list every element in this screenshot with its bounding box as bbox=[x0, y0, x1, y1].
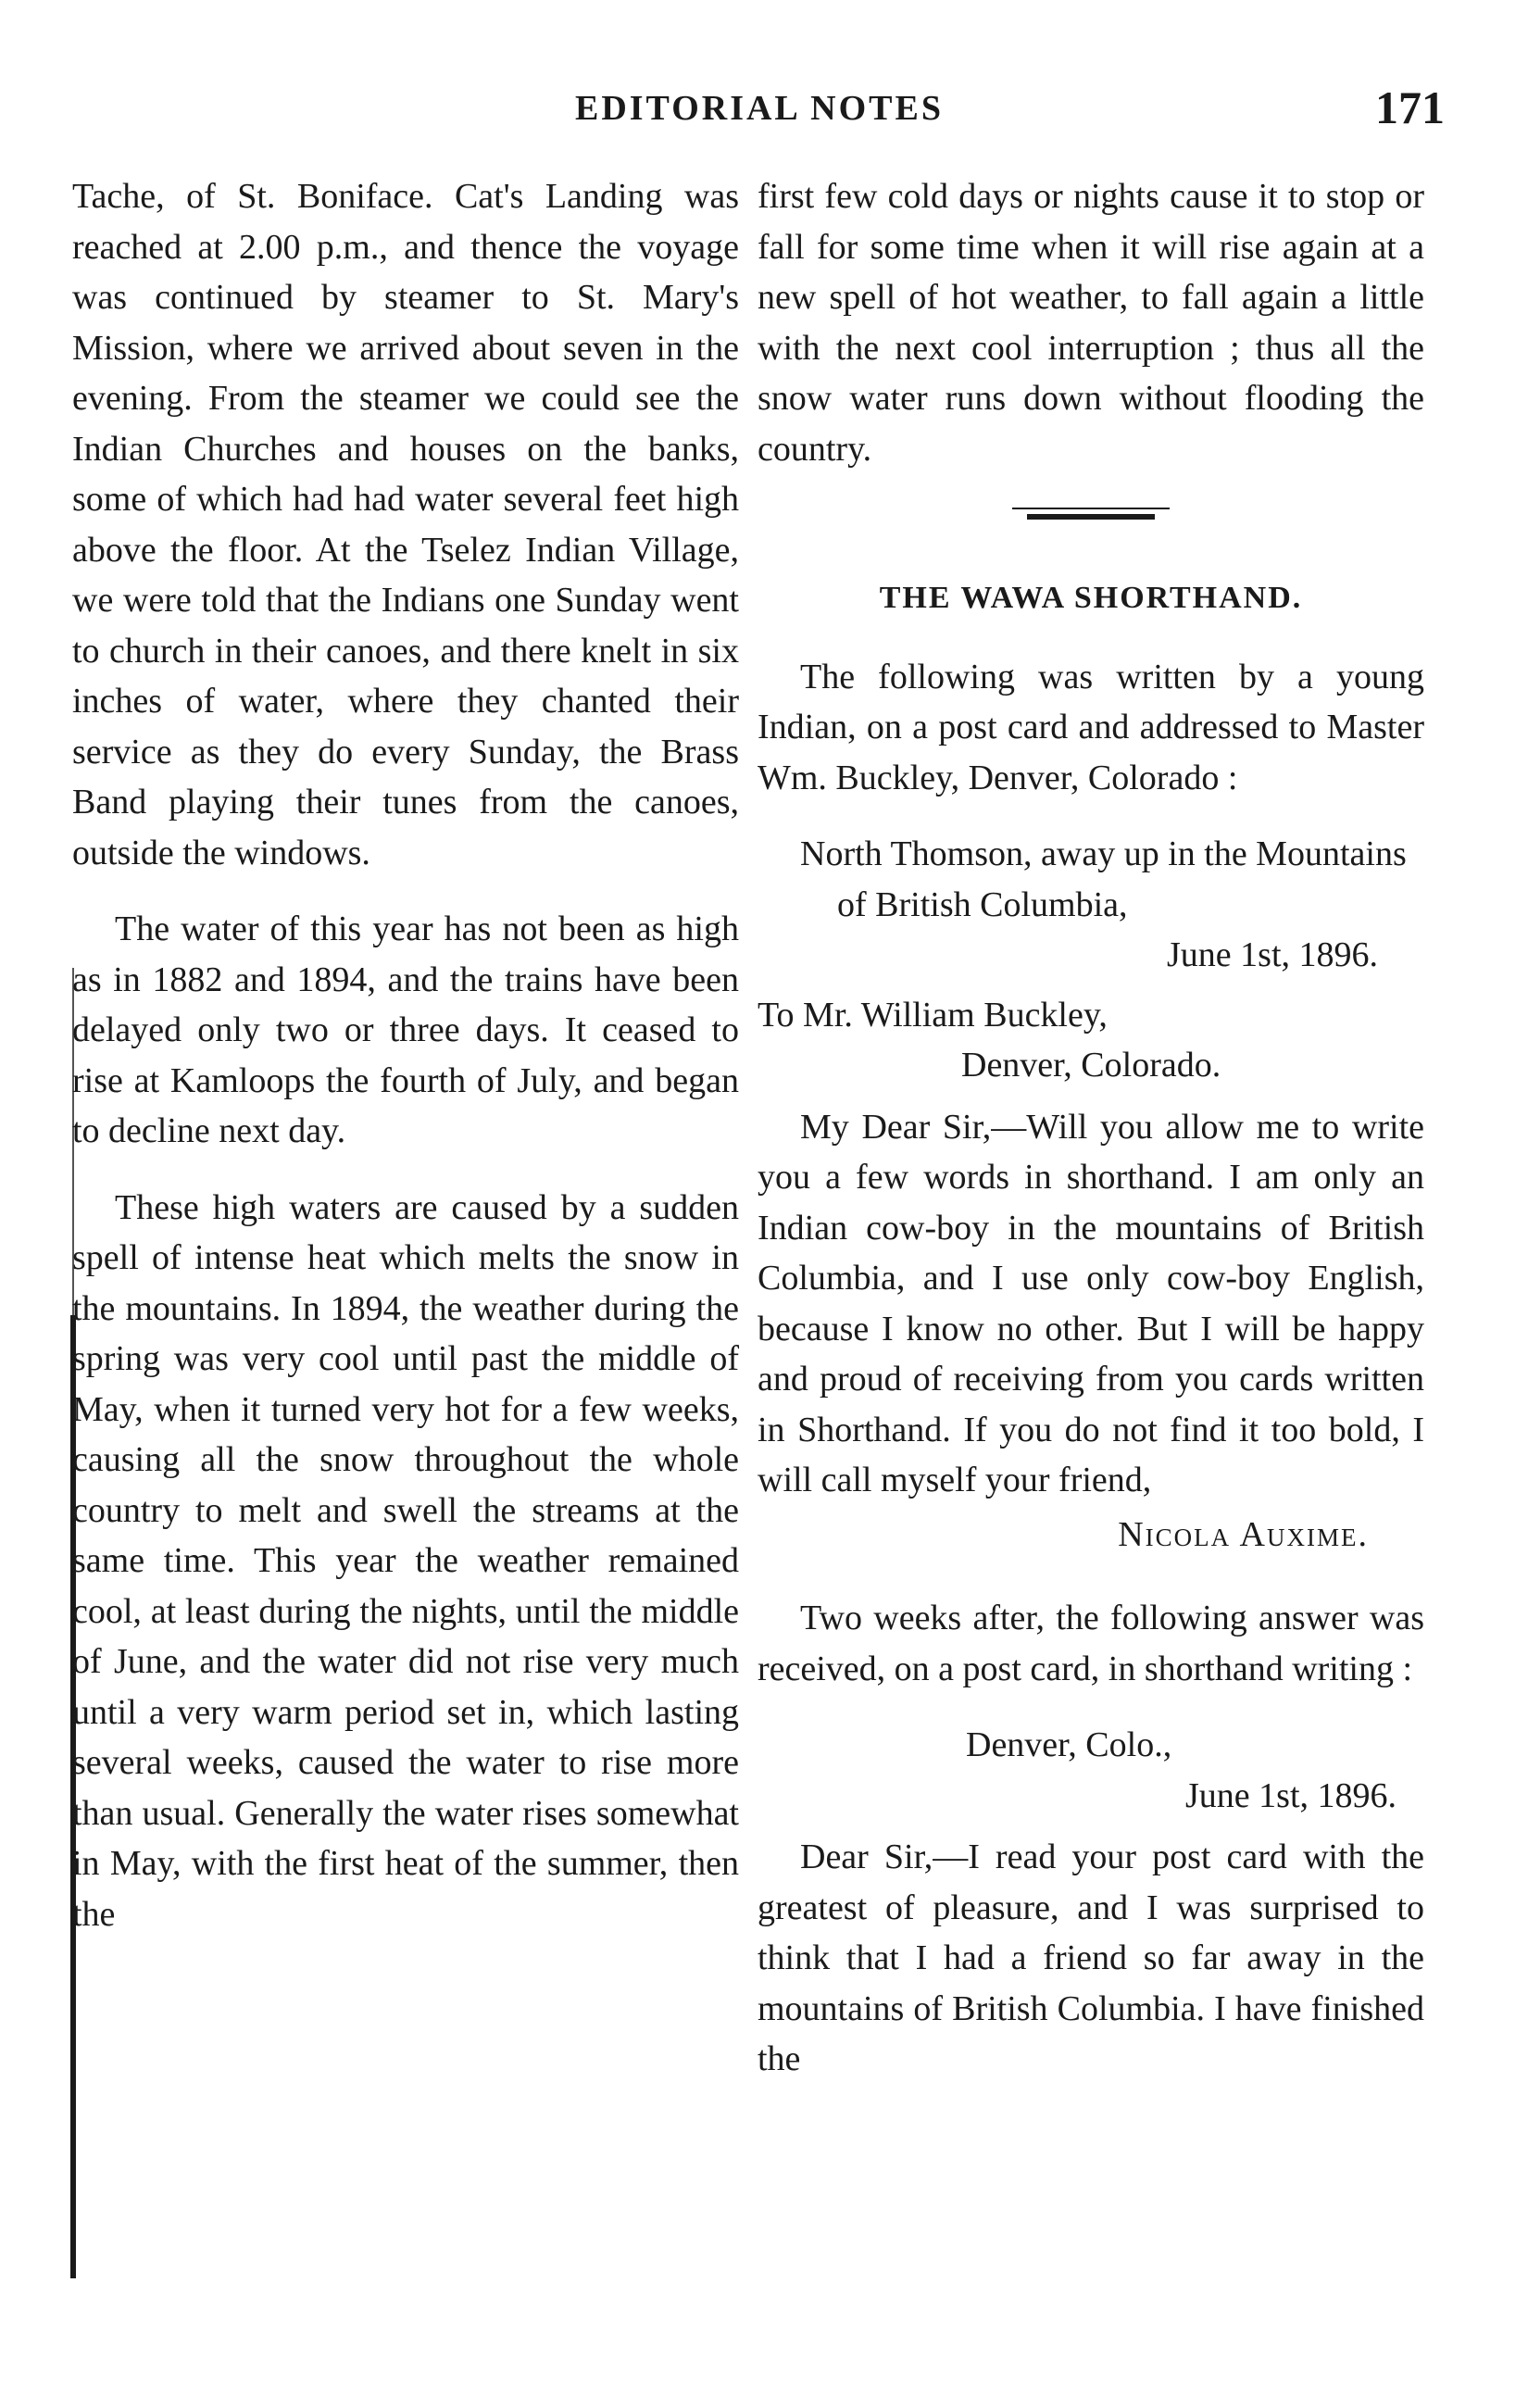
letter-body: My Dear Sir,—Will you allow me to write you a few words in shorthand. I am only an Indian cow-boy in the mountains of British Columbia, and I use only cow-boy English, because I know no other. But I will be happy and proud of receiving from you cards written in Shorthand. If you do not find it too bold, I will call myself your friend, bbox=[758, 1107, 1424, 1499]
reply-intro: Two weeks after, the following answer was received, on a post card, in shorthand writing : bbox=[758, 1599, 1424, 1688]
divider-rule bbox=[1012, 508, 1170, 509]
right-column bbox=[758, 171, 1424, 2111]
letter-date: June 1st, 1896. bbox=[1167, 935, 1378, 974]
paragraph: The water of this year has not been as high as in 1882 and 1894, and the trains have been delayed only two or three days. It ceased to rise at Kamloops the fourth of July, and began to decline next day. bbox=[72, 909, 739, 1150]
intro-paragraph: The following was written by a young Indian, on a post card and addressed to Master Wm. Buckley, Denver, Colorado : bbox=[758, 657, 1424, 797]
letter-recipient-place: Denver, Colorado. bbox=[961, 1046, 1221, 1085]
paragraph: These high waters are caused by a sudden spell of intense heat which melts the snow in the mountains. In 1894, the weather during the spring was very cool until past the middle of May, when it turned very hot for a few weeks, causing all the snow throughout the whole country to melt and swell the streams at the same time. This year the weather remained cool, at least during the nights, until the middle of June, and the water did not rise very much until a very warm period set in, which lasting several weeks, caused the water to rise more than usual. Generally the water rises somewhat in May, with the first heat of the summer, then the bbox=[72, 1187, 739, 1934]
page-header bbox=[74, 82, 1445, 144]
reply-place: Denver, Colo., bbox=[966, 1725, 1172, 1764]
left-column bbox=[72, 171, 739, 1965]
continuation-paragraph: first few cold days or nights cause it to stop or fall for some time when it will rise again at a new spell of hot weather, to fall again a little with the next cool interruption ; thus all the snow water runs down without flooding the country. bbox=[758, 177, 1424, 469]
section-title: THE WAWA SHORTHAND. bbox=[879, 581, 1303, 615]
paragraph: Tache, of St. Boniface. Cat's Landing was reached at 2.00 p.m., and thence the voyage was continued by steamer to St. Mary's Mission, where we arrived about seven in the evening. From the steamer we could see the Indian Churches and houses on the banks, some of which had had water several feet high above the floor. At the Tselez Indian Village, we were told that the Indians one Sunday went to church in their canoes, and there knelt in six inches of water, where they chanted their service as they do every Sunday, the Brass Band playing their tunes from the canoes, outside the windows. bbox=[72, 177, 739, 872]
running-title: EDITORIAL NOTES bbox=[574, 89, 945, 128]
divider-rule bbox=[1027, 514, 1155, 520]
page-number: 171 bbox=[1375, 82, 1445, 133]
reply-body: Dear Sir,—I read your post card with the greatest of pleasure, and I was surprised to think that I had a friend so far away in the mountains of British Columbia. I have finished the bbox=[758, 1837, 1424, 2078]
reply-date: June 1st, 1896. bbox=[1185, 1775, 1396, 1815]
letter-place: North Thomson, away up in the Mountains of British Columbia, bbox=[800, 834, 1407, 924]
letter-recipient: To Mr. William Buckley, bbox=[758, 995, 1108, 1035]
letter-signature: Nicola Auxime. bbox=[1118, 1514, 1369, 1554]
section-divider bbox=[1012, 508, 1170, 520]
